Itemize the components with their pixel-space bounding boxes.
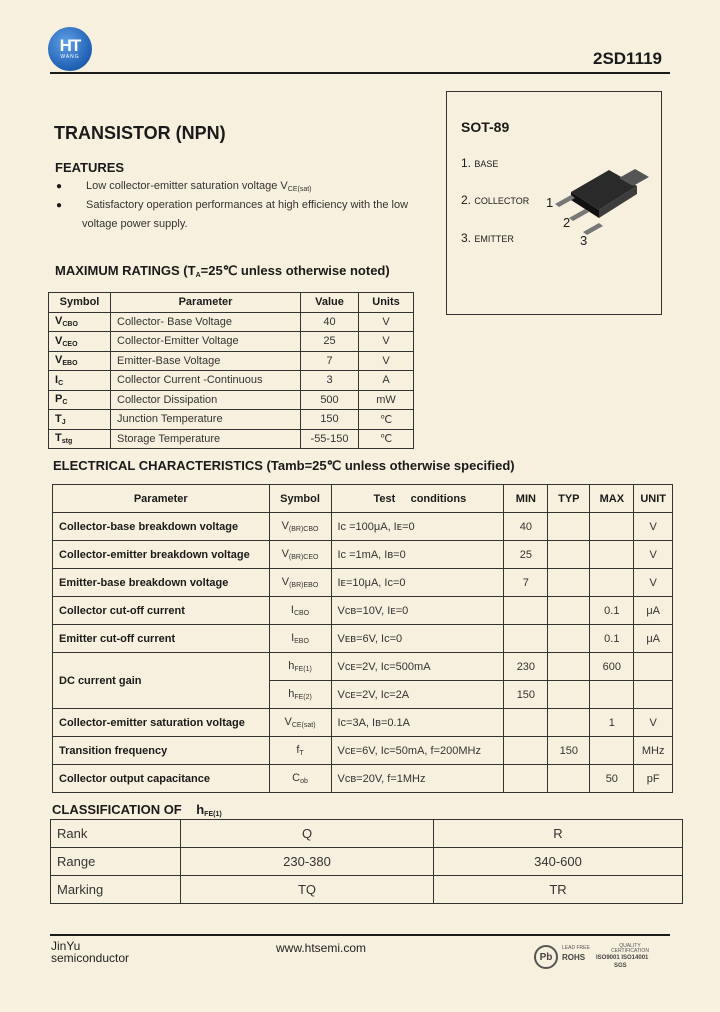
min-cell: 150 xyxy=(504,681,548,709)
col-symbol: Symbol xyxy=(49,293,111,313)
parameter-cell: Storage Temperature xyxy=(111,429,301,449)
max-cell: 50 xyxy=(590,765,634,793)
company-line1: JinYu xyxy=(51,939,81,953)
value-cell: 25 xyxy=(301,332,359,352)
col-parameter: Parameter xyxy=(53,485,270,513)
table-row xyxy=(49,332,414,352)
condition-cell: Iᴄ =100μA, Iᴇ=0 xyxy=(331,513,504,541)
feature-item-2: Satisfactory operation performances at high efficiency with the low xyxy=(86,199,409,211)
min-cell xyxy=(504,597,548,625)
max-ratings-table xyxy=(48,292,414,449)
table-row xyxy=(53,513,673,541)
parameter-cell: Collector Dissipation xyxy=(111,390,301,410)
features-heading: FEATURES xyxy=(55,160,125,175)
col-min: MIN xyxy=(504,485,548,513)
max-cell xyxy=(590,513,634,541)
feature-item-1: Low collector-emitter saturation voltage $V_{CE(sat)}$ xyxy=(86,180,312,193)
condition-cell: Iᴇ=10μA, Iᴄ=0 xyxy=(331,569,504,597)
typ-cell xyxy=(548,653,590,681)
table-row xyxy=(51,820,683,848)
max-cell: 0.1 xyxy=(590,625,634,653)
symbol-cell: $V_{(BR)EBO}$ xyxy=(269,569,331,597)
col-value: Value xyxy=(301,293,359,313)
rank-q-cell: 230-380 xyxy=(181,848,434,876)
symbol-cell: $f_T$ xyxy=(269,737,331,765)
table-row xyxy=(53,737,673,765)
typ-cell xyxy=(548,541,590,569)
table-row xyxy=(53,597,673,625)
min-cell xyxy=(504,737,548,765)
condition-cell: Vᴄᴇ=2V, Iᴄ=2A xyxy=(331,681,504,709)
max-ratings-heading: MAXIMUM RATINGS ($T_A=25℃$ unless otherwise noted) xyxy=(55,263,390,279)
unit-cell: μA xyxy=(634,625,673,653)
parameter-cell: Emitter cut-off current xyxy=(53,625,270,653)
unit-cell: V xyxy=(359,332,414,352)
pin-mark-3: 3 xyxy=(580,233,588,248)
value-cell: -55-150 xyxy=(301,429,359,449)
parameter-cell: Transition frequency xyxy=(53,737,270,765)
parameter-cell: Collector- Base Voltage xyxy=(111,312,301,332)
parameter-cell: DC current gain xyxy=(53,653,270,709)
unit-cell xyxy=(634,653,673,681)
unit-cell: MHz xyxy=(634,737,673,765)
iso-label: ISO9001 ISO14001 xyxy=(596,955,649,961)
condition-cell: Vᴄʙ=10V, Iᴇ=0 xyxy=(331,597,504,625)
symbol-cell: $V_{CEO}$ xyxy=(49,332,111,352)
parameter-cell: Junction Temperature xyxy=(111,410,301,430)
table-row xyxy=(53,709,673,737)
col-conditions: Test conditions xyxy=(331,485,504,513)
sgs-label: SGS xyxy=(614,963,627,969)
table-row xyxy=(49,429,414,449)
table-row xyxy=(49,312,414,332)
col-units: Units xyxy=(359,293,414,313)
max-cell xyxy=(590,569,634,597)
min-cell: 25 xyxy=(504,541,548,569)
electrical-table xyxy=(52,484,673,793)
min-cell: 40 xyxy=(504,513,548,541)
symbol-cell: $V_{(BR)CEO}$ xyxy=(269,541,331,569)
unit-cell: ℃ xyxy=(359,429,414,449)
unit-cell: V xyxy=(634,569,673,597)
feature-item-2-cont: voltage power supply. xyxy=(82,218,188,230)
typ-cell xyxy=(548,765,590,793)
symbol-cell: $T_J$ xyxy=(49,410,111,430)
symbol-cell: $T_{stg}$ xyxy=(49,429,111,449)
symbol-cell: $h_{FE(1)}$ xyxy=(269,653,331,681)
max-cell xyxy=(590,681,634,709)
parameter-cell: Collector Current -Continuous xyxy=(111,371,301,391)
rank-r-cell: 340-600 xyxy=(434,848,683,876)
company-line2: semiconductor xyxy=(51,951,130,965)
unit-cell: V xyxy=(359,312,414,332)
parameter-cell: Collector-emitter saturation voltage xyxy=(53,709,270,737)
max-cell xyxy=(590,541,634,569)
condition-cell: Vᴄᴇ=2V, Iᴄ=500mA xyxy=(331,653,504,681)
condition-cell: Iᴄ=3A, Iʙ=0.1A xyxy=(331,709,504,737)
symbol-cell: $V_{CBO}$ xyxy=(49,312,111,332)
table-row xyxy=(49,371,414,391)
min-cell xyxy=(504,709,548,737)
unit-cell: V xyxy=(634,513,673,541)
pin-2: 2. COLLECTOR xyxy=(461,193,530,207)
table-header-row xyxy=(49,293,414,313)
value-cell: 40 xyxy=(301,312,359,332)
pin-3: 3. EMITTER xyxy=(461,231,514,245)
typ-cell xyxy=(548,681,590,709)
parameter-cell: Collector-Emitter Voltage xyxy=(111,332,301,352)
table-row xyxy=(53,765,673,793)
lead-free-label: LEAD FREE xyxy=(562,945,590,951)
parameter-cell: Emitter-Base Voltage xyxy=(111,351,301,371)
symbol-cell: $I_C$ xyxy=(49,371,111,391)
typ-cell xyxy=(548,709,590,737)
parameter-cell: Collector cut-off current xyxy=(53,597,270,625)
unit-cell: V xyxy=(634,709,673,737)
max-cell: 600 xyxy=(590,653,634,681)
table-row xyxy=(51,848,683,876)
symbol-cell: $P_C$ xyxy=(49,390,111,410)
unit-cell: mW xyxy=(359,390,414,410)
value-cell: 150 xyxy=(301,410,359,430)
table-row xyxy=(53,625,673,653)
col-typ: TYP xyxy=(548,485,590,513)
col-parameter: Parameter xyxy=(111,293,301,313)
table-row xyxy=(51,876,683,904)
typ-cell xyxy=(548,513,590,541)
label-cell: Range xyxy=(51,848,181,876)
unit-cell: ℃ xyxy=(359,410,414,430)
bullet-icon: ● xyxy=(56,200,63,211)
company-logo xyxy=(48,27,92,71)
symbol-cell: $C_{ob}$ xyxy=(269,765,331,793)
value-cell: 500 xyxy=(301,390,359,410)
symbol-cell: $V_{EBO}$ xyxy=(49,351,111,371)
min-cell: 230 xyxy=(504,653,548,681)
min-cell: 7 xyxy=(504,569,548,597)
max-cell: 1 xyxy=(590,709,634,737)
header-divider xyxy=(50,72,670,74)
condition-cell: Iᴄ =1mA, Iʙ=0 xyxy=(331,541,504,569)
table-row xyxy=(53,541,673,569)
parameter-cell: Emitter-base breakdown voltage xyxy=(53,569,270,597)
footer-divider xyxy=(50,934,670,936)
value-cell: 7 xyxy=(301,351,359,371)
typ-cell xyxy=(548,625,590,653)
page-title: TRANSISTOR (NPN) xyxy=(54,123,226,143)
table-row xyxy=(53,569,673,597)
condition-cell: Vᴇʙ=6V, Iᴄ=0 xyxy=(331,625,504,653)
parameter-cell: Collector-emitter breakdown voltage xyxy=(53,541,270,569)
symbol-cell: $V_{(BR)CBO}$ xyxy=(269,513,331,541)
value-cell: 3 xyxy=(301,371,359,391)
electrical-heading: ELECTRICAL CHARACTERISTICS (Tamb=25℃ unless otherwise specified) xyxy=(53,458,515,473)
label-cell: Marking xyxy=(51,876,181,904)
condition-cell: Vᴄʙ=20V, f=1MHz xyxy=(331,765,504,793)
unit-cell: pF xyxy=(634,765,673,793)
table-row xyxy=(49,351,414,371)
bullet-icon: ● xyxy=(56,181,63,192)
package-name: SOT-89 xyxy=(461,119,510,135)
rank-r-cell: R xyxy=(434,820,683,848)
condition-cell: Vᴄᴇ=6V, Iᴄ=50mA, f=200MHz xyxy=(331,737,504,765)
table-row xyxy=(53,653,673,681)
label-cell: Rank xyxy=(51,820,181,848)
table-header-row xyxy=(53,485,673,513)
unit-cell xyxy=(634,681,673,709)
parameter-cell: Collector output capacitance xyxy=(53,765,270,793)
pb-free-icon: Pb xyxy=(534,945,558,969)
unit-cell: V xyxy=(359,351,414,371)
rank-q-cell: TQ xyxy=(181,876,434,904)
col-unit: UNIT xyxy=(634,485,673,513)
part-number: 2SD1119 xyxy=(592,49,662,68)
typ-cell xyxy=(548,569,590,597)
symbol-cell: $V_{CE(sat)}$ xyxy=(269,709,331,737)
min-cell xyxy=(504,625,548,653)
website-link[interactable]: www.htsemi.com xyxy=(276,941,367,955)
table-row xyxy=(49,390,414,410)
package-box xyxy=(446,91,662,315)
parameter-cell: Collector-base breakdown voltage xyxy=(53,513,270,541)
pin-1: 1. BASE xyxy=(461,156,499,170)
table-row xyxy=(49,410,414,430)
symbol-cell: $h_{FE(2)}$ xyxy=(269,681,331,709)
classification-heading: CLASSIFICATION OF $h_{FE(1)}$ xyxy=(52,802,222,818)
unit-cell: A xyxy=(359,371,414,391)
unit-cell: V xyxy=(634,541,673,569)
max-cell xyxy=(590,737,634,765)
col-symbol: Symbol xyxy=(269,485,331,513)
max-cell: 0.1 xyxy=(590,597,634,625)
symbol-cell: $I_{EBO}$ xyxy=(269,625,331,653)
col-max: MAX xyxy=(590,485,634,513)
typ-cell: 150 xyxy=(548,737,590,765)
quality-cert-label: QUALITY CERTIFICATION xyxy=(611,943,649,954)
logo-text: HT xyxy=(59,35,81,55)
typ-cell xyxy=(548,597,590,625)
rohs-label: ROHS xyxy=(562,953,586,962)
pin-mark-1: 1 xyxy=(546,195,554,210)
classification-table xyxy=(50,819,683,904)
logo-subtext: WANG xyxy=(60,53,80,60)
rank-r-cell: TR xyxy=(434,876,683,904)
min-cell xyxy=(504,765,548,793)
symbol-cell: $I_{CBO}$ xyxy=(269,597,331,625)
rank-q-cell: Q xyxy=(181,820,434,848)
sot89-package-icon xyxy=(537,152,657,252)
unit-cell: μA xyxy=(634,597,673,625)
pin-mark-2: 2 xyxy=(563,215,571,230)
